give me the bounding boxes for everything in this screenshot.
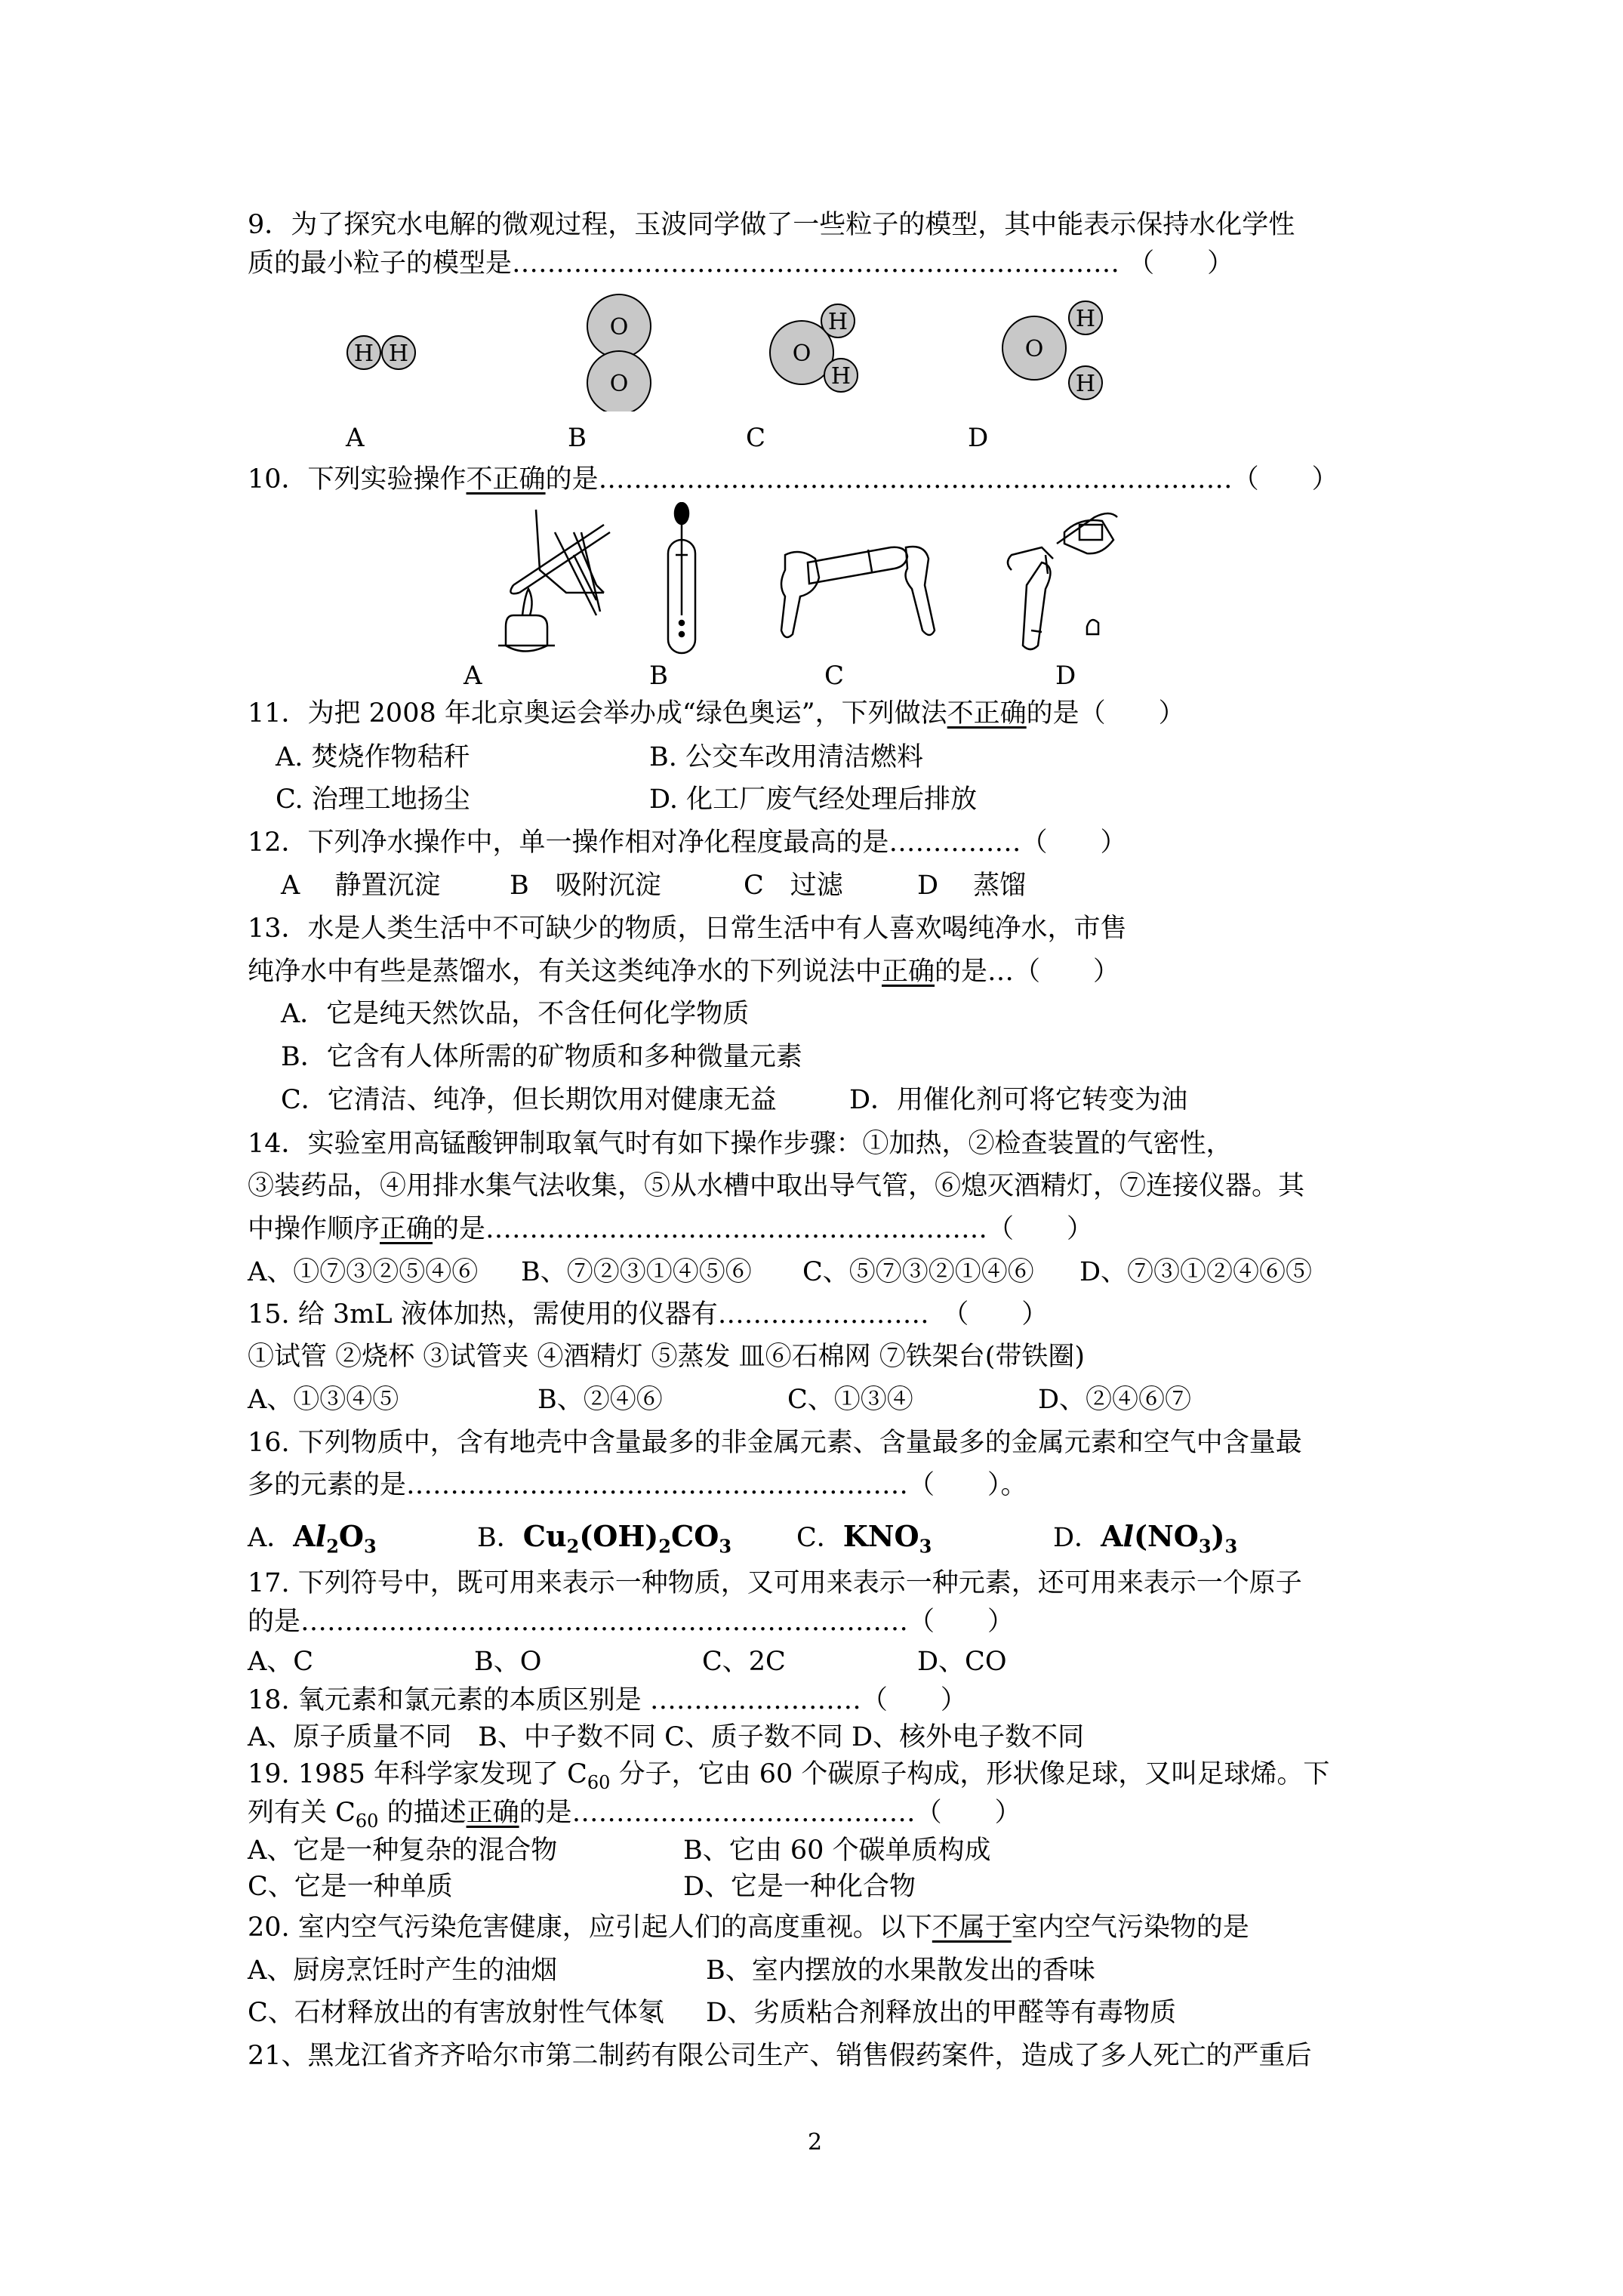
q17-line1: 17. 下列符号中，既可用来表示一种物质，又可用来表示一种元素，还可用来表示一个原子 — [248, 1568, 1302, 1598]
q13-line2: 纯净水中有些是蒸馏水，有关这类纯净水的下列说法中正确的是…（ ） — [248, 957, 1120, 987]
q9-label-a: A — [346, 423, 365, 453]
q10-label-c: C — [824, 661, 845, 691]
q9-line1: 9．为了探究水电解的微观过程，玉波同学做了一些粒子的模型，其中能表示保持水化学性 — [248, 210, 1295, 240]
atom-label: H — [353, 341, 374, 367]
q19-option-b: B、它由 60 个碳单质构成 — [683, 1835, 991, 1866]
q16-option-a: A．$Al_2O_3$ — [248, 1519, 377, 1558]
q10-underlined: 不正确 — [466, 464, 546, 495]
q14-option-b: B、⑦②③①④⑤⑥ — [521, 1257, 752, 1287]
q20-option-d: D、劣质粘合剂释放出的甲醛等有毒物质 — [706, 1998, 1177, 2028]
q11-underlined: 不正确 — [947, 698, 1027, 729]
q14-line3: 中操作顺序正确的是…………………………………………………（ ） — [248, 1214, 1094, 1244]
q12-option-c: C 过滤 — [744, 871, 843, 901]
atom-label: O — [609, 314, 629, 341]
atom-label: H — [827, 309, 848, 335]
q15-stem: 15. 给 3mL 液体加热，需使用的仪器有…………………… （ ） — [248, 1299, 1049, 1330]
q13-underlined: 正确 — [882, 957, 935, 987]
q20-line1: 20. 室内空气污染危害健康，应引起人们的高度重视。以下不属于室内空气污染物的是 — [248, 1912, 1249, 1943]
q15-option-b: B、②④⑥ — [537, 1385, 663, 1415]
q19-line2: 列有关 $C_{60}$ 的描述正确的是…………………………………（ ） — [248, 1798, 1021, 1832]
atom-label: H — [1075, 371, 1096, 397]
q10-label-a: A — [463, 661, 482, 691]
q19-option-d: D、它是一种化合物 — [683, 1872, 916, 1902]
q20-option-c: C、石材释放出的有害放射性气体氡 — [248, 1998, 664, 2028]
q15-items: ①试管 ②烧杯 ③试管夹 ④酒精灯 ⑤蒸发 皿⑥石棉网 ⑦铁架台(带铁圈) — [248, 1342, 1086, 1372]
q15-option-c: C、①③④ — [787, 1385, 913, 1415]
q14-option-a: A、①⑦③②⑤④⑥ — [248, 1257, 479, 1287]
q9-molecule-models — [332, 291, 1163, 411]
q11-option-c: C. 治理工地扬尘 — [276, 784, 470, 815]
q11-option-d: D. 化工厂废气经处理后排放 — [649, 784, 978, 815]
q13-line1: 13．水是人类生活中不可缺少的物质，日常生活中有人喜欢喝纯净水，市售 — [248, 914, 1127, 944]
q10-stem: 10．下列实验操作不正确的是………………………………………………………………（ ） — [248, 464, 1338, 495]
q16-line1: 16. 下列物质中，含有地壳中含量最多的非金属元素、含量最多的金属元素和空气中含量最 — [248, 1428, 1302, 1458]
q12-option-b: B 吸附沉淀 — [510, 871, 661, 901]
q16-option-d: D．$Al(NO_3)_3$ — [1053, 1519, 1238, 1558]
q16-option-c: C．$KNO_3$ — [796, 1519, 932, 1558]
molecule-b — [587, 294, 651, 411]
q11-stem: 11．为把 2008 年北京奥运会举办成“绿色奥运”，下列做法不正确的是（ ） — [248, 698, 1185, 729]
atom-label: O — [609, 371, 629, 397]
q19-underlined: 正确 — [466, 1798, 519, 1828]
q14-option-d: D、⑦③①②④⑥⑤ — [1079, 1257, 1313, 1287]
q18-options: A、原子质量不同 B、中子数不同 C、质子数不同 D、核外电子数不同 — [248, 1722, 1085, 1752]
atom-label: O — [1024, 336, 1044, 362]
q17-option-a: A、C — [248, 1647, 314, 1677]
q14-underlined: 正确 — [380, 1214, 433, 1244]
page-number: 2 — [808, 2129, 823, 2156]
q10-lab-operation-figures — [483, 502, 1147, 661]
formula-kno3: $KNO_3$ — [842, 1519, 932, 1558]
formula-cu2oh2co3: $Cu_2(OH)_2CO_3$ — [522, 1519, 732, 1558]
q17-line2: 的是……………………………………………………………（ ） — [248, 1607, 1015, 1637]
q13-option-b: B．它含有人体所需的矿物质和多种微量元素 — [281, 1042, 802, 1072]
q20-underlined: 不属于 — [932, 1912, 1012, 1943]
q15-option-a: A、①③④⑤ — [248, 1385, 399, 1415]
q17-option-b: B、O — [474, 1647, 542, 1677]
q9-label-c: C — [746, 423, 766, 453]
q9-label-d: D — [968, 423, 989, 453]
q20-option-a: A、厨房烹饪时产生的油烟 — [248, 1955, 558, 1986]
q14-option-c: C、⑤⑦③②①④⑥ — [802, 1257, 1034, 1287]
q16-line2: 多的元素的是…………………………………………………（ ）。 — [248, 1470, 1027, 1500]
figure-c-shaking-tube — [781, 547, 935, 637]
atom-label: O — [792, 341, 812, 367]
q13-option-c: C．它清洁、纯净，但长期饮用对健康无益 — [281, 1085, 777, 1115]
q18-stem: 18. 氧元素和氯元素的本质区别是 ……………………（ ） — [248, 1685, 967, 1715]
q14-line1: 14．实验室用高锰酸钾制取氧气时有如下操作步骤：①加热，②检查装置的气密性， — [248, 1129, 1233, 1159]
q11-option-a: A. 焚烧作物秸秆 — [276, 742, 470, 772]
q13-option-a: A．它是纯天然饮品，不含任何化学物质 — [281, 999, 750, 1029]
q15-option-d: D、②④⑥⑦ — [1038, 1385, 1192, 1415]
molecule-a — [347, 336, 415, 369]
molecule-c — [770, 304, 858, 392]
q10-label-d: D — [1055, 661, 1076, 691]
q17-option-d: D、CO — [917, 1647, 1007, 1677]
atom-label: H — [1075, 306, 1096, 332]
q9-line2: 质的最小粒子的模型是…………………………………………………………… （ ） — [248, 248, 1234, 279]
figure-a-heating-tube — [498, 510, 610, 652]
atom-label: H — [830, 363, 852, 390]
q13-option-d: D．用催化剂可将它转变为油 — [849, 1085, 1188, 1115]
formula-alno33: $Al(NO_3)_3$ — [1101, 1519, 1238, 1558]
q20-option-b: B、室内摆放的水果散发出的香味 — [706, 1955, 1095, 1986]
q17-option-c: C、2C — [702, 1647, 786, 1677]
q14-line2: ③装药品，④用排水集气法收集，⑤从水槽中取出导气管，⑥熄灭酒精灯，⑦连接仪器。其 — [248, 1171, 1305, 1201]
q12-stem: 12．下列净水操作中，单一操作相对净化程度最高的是……………（ ） — [248, 827, 1127, 858]
q12-option-d: D 蒸馏 — [917, 871, 1027, 901]
formula-al2o3: $Al_2O_3$ — [293, 1519, 377, 1558]
q19-line1: 19. 1985 年科学家发现了 $C_{60}$ 分子，它由 60 个碳原子构成，形状像足球，又叫足球烯。下 — [248, 1759, 1330, 1793]
q19-option-a: A、它是一种复杂的混合物 — [248, 1835, 558, 1866]
q16-option-b: B．$Cu_2(OH)_2CO_3$ — [477, 1519, 732, 1558]
q12-option-a: A 静置沉淀 — [281, 871, 441, 901]
molecule-d — [1002, 301, 1102, 399]
q21-line1: 21、黑龙江省齐齐哈尔市第二制药有限公司生产、销售假药案件，造成了多人死亡的严重后 — [248, 2041, 1312, 2071]
figure-b-dropper-in-tube — [668, 503, 695, 653]
atom-label: H — [388, 341, 409, 367]
figure-d-pouring-liquid — [1008, 513, 1117, 649]
q9-label-b: B — [568, 423, 587, 453]
q10-label-b: B — [649, 661, 668, 691]
q11-option-b: B. 公交车改用清洁燃料 — [649, 742, 923, 772]
q19-option-c: C、它是一种单质 — [248, 1872, 453, 1902]
